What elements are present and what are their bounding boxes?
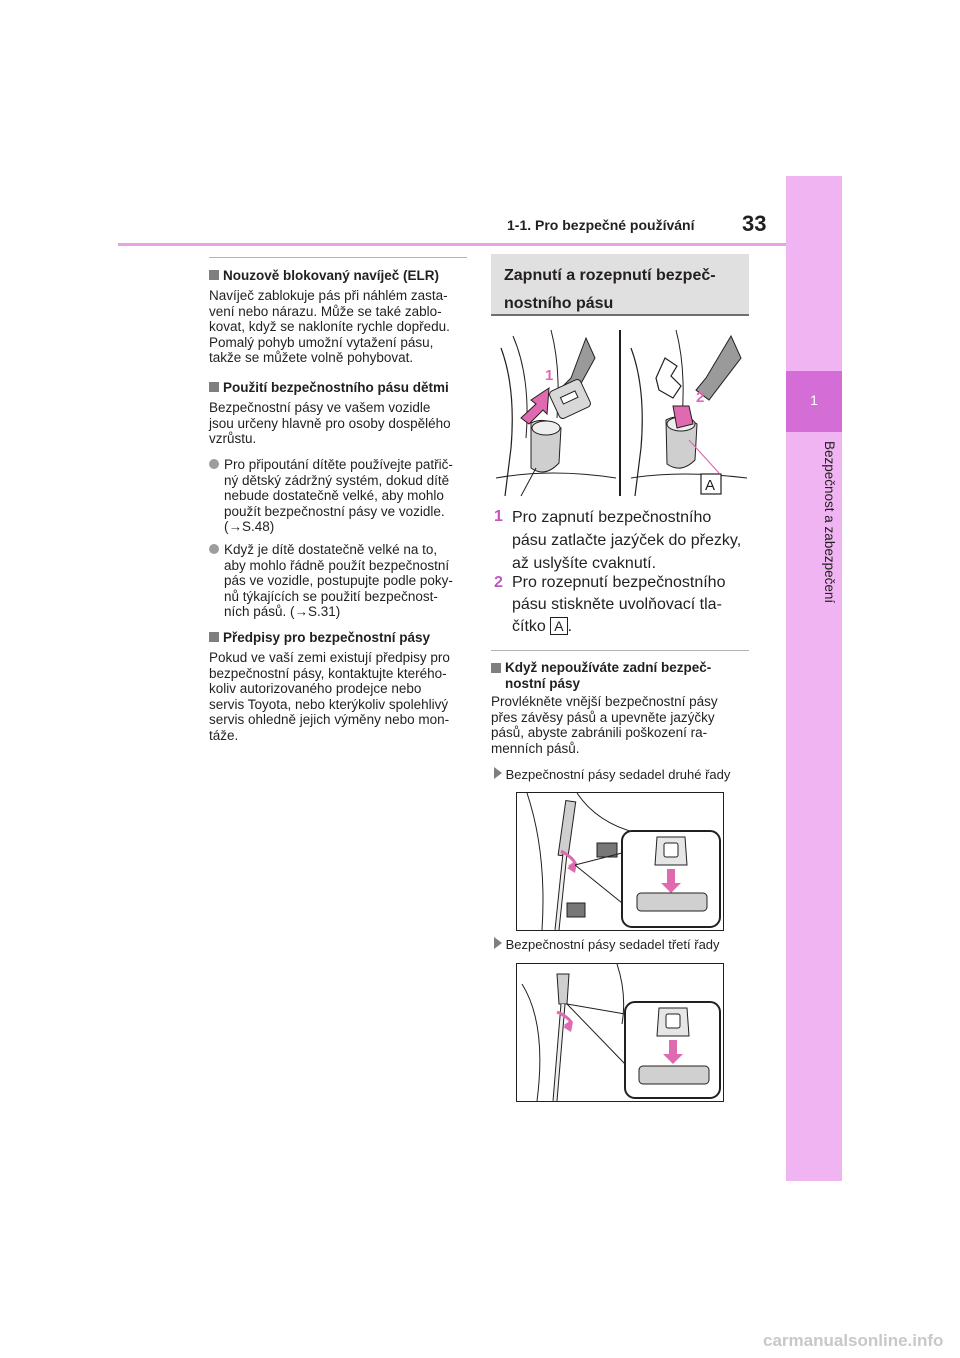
caption-second-row — [494, 767, 730, 782]
watermark: carmanualsonline.info — [763, 1331, 944, 1350]
step-1 — [494, 506, 754, 576]
header-rule — [118, 243, 786, 246]
heading-text: Použití bezpečnostního pásu dětmi — [223, 380, 449, 395]
chapter-tab — [786, 176, 842, 1181]
step-text-main: Pro rozepnutí bezpečnostního pásu stiskněte uvolňovací tla- čítko — [512, 574, 726, 635]
step-text: Pro zapnutí bezpečnostního pásu zatlačte jazýček do přezky, až uslyšíte cvaknutí. — [512, 509, 742, 572]
second-row-belt-figure — [516, 792, 724, 931]
divider — [209, 257, 467, 258]
heading-text: Když nepoužíváte zadní bezpeč- nostní pásy — [505, 660, 712, 691]
figure-callout-1: 1 — [545, 367, 554, 384]
round-bullet-icon — [209, 459, 219, 469]
caption-third-row — [494, 937, 720, 952]
page-number: 33 — [742, 211, 767, 236]
chevron-right-icon — [494, 937, 502, 949]
heading-text: Předpisy pro bezpečnostní pásy — [223, 630, 431, 645]
square-bullet-icon — [209, 270, 219, 280]
bullet-text: Když je dítě dostatečně velké na to, aby mohlo řádně použít bezpečnostní pás ve vozidle, postupujte podle poky- nů týkajících se použití bezpečnost- ních pásů. (→S.31) — [224, 542, 453, 620]
square-bullet-icon — [491, 663, 501, 673]
caption-text: Bezpečnostní pásy sedadel druhé řady — [505, 767, 731, 782]
heading-unused-rear-belts — [491, 660, 751, 692]
caption-text: Bezpečnostní pásy sedadel třetí řady — [505, 937, 720, 952]
paragraph-regulations: Pokud ve vaší zemi existují předpisy pro bezpečnostní pásy, kontaktujte kterého- koliv autorizovaného prodejce nebo servis Toyota, nebo kterýkoliv spolehlivý servis ohledně jejich výměny nebo mon- táže. — [209, 650, 450, 743]
section-heading: Zapnutí a rozepnutí bezpeč- nostního pásu — [504, 267, 716, 312]
paragraph-unused-rear-belts: Provlékněte vnější bezpečnostní pásy přes závěsy pásů a upevněte jazýčky pásů, abyste zabránili poškození ra- menních pásů. — [491, 694, 718, 756]
bullet-text: Pro připoutání dítěte používejte patřič- ný dětský zádržný systém, dokud dítě nebude dostatečně velké, aby mohlo použít bezpečnostní pásy ve vozidle. (→S.48) — [224, 457, 453, 535]
figure-callout-2: 2 — [696, 389, 705, 406]
round-bullet-icon — [209, 544, 219, 554]
chapter-title: Bezpečnost a zabezpečení — [822, 441, 837, 604]
heading-regulations — [209, 630, 430, 646]
paragraph-children: Bezpečnostní pásy ve vašem vozidle jsou určeny hlavně pro osoby dospělého vzrůstu. — [209, 400, 451, 447]
step-2 — [494, 572, 754, 642]
section-title: 1-1. Pro bezpečné používání — [507, 217, 695, 233]
seatbelt-buckle-illustration — [491, 328, 749, 498]
heading-elr — [209, 268, 439, 284]
square-bullet-icon — [209, 382, 219, 392]
heading-text: Nouzově blokovaný navíječ (ELR) — [223, 268, 440, 283]
chapter-number: 1 — [810, 392, 818, 408]
callout-a-badge: A — [550, 617, 567, 635]
step-number: 2 — [494, 574, 503, 591]
square-bullet-icon — [209, 632, 219, 642]
step-text-end: . — [567, 618, 573, 635]
bullet-item — [209, 457, 484, 537]
figure-callout-a: A — [705, 477, 716, 494]
step-text — [512, 572, 752, 638]
third-row-belt-figure — [516, 963, 724, 1102]
third-row-belt-illustration — [517, 964, 723, 1101]
step-number: 1 — [494, 508, 503, 525]
chevron-right-icon — [494, 767, 502, 779]
bullet-item — [209, 542, 484, 622]
divider — [491, 650, 749, 651]
heading-children — [209, 380, 449, 396]
paragraph-elr: Navíječ zablokuje pás při náhlém zasta- vení nebo nárazu. Může se také zablo- kovat, když se nakloníte rychle dopředu. Pomalý pohyb umožní vytažení pásu, takže se můžete volně pohybovat. — [209, 288, 450, 366]
second-row-belt-illustration — [517, 793, 723, 930]
seatbelt-buckle-figure — [491, 328, 749, 498]
